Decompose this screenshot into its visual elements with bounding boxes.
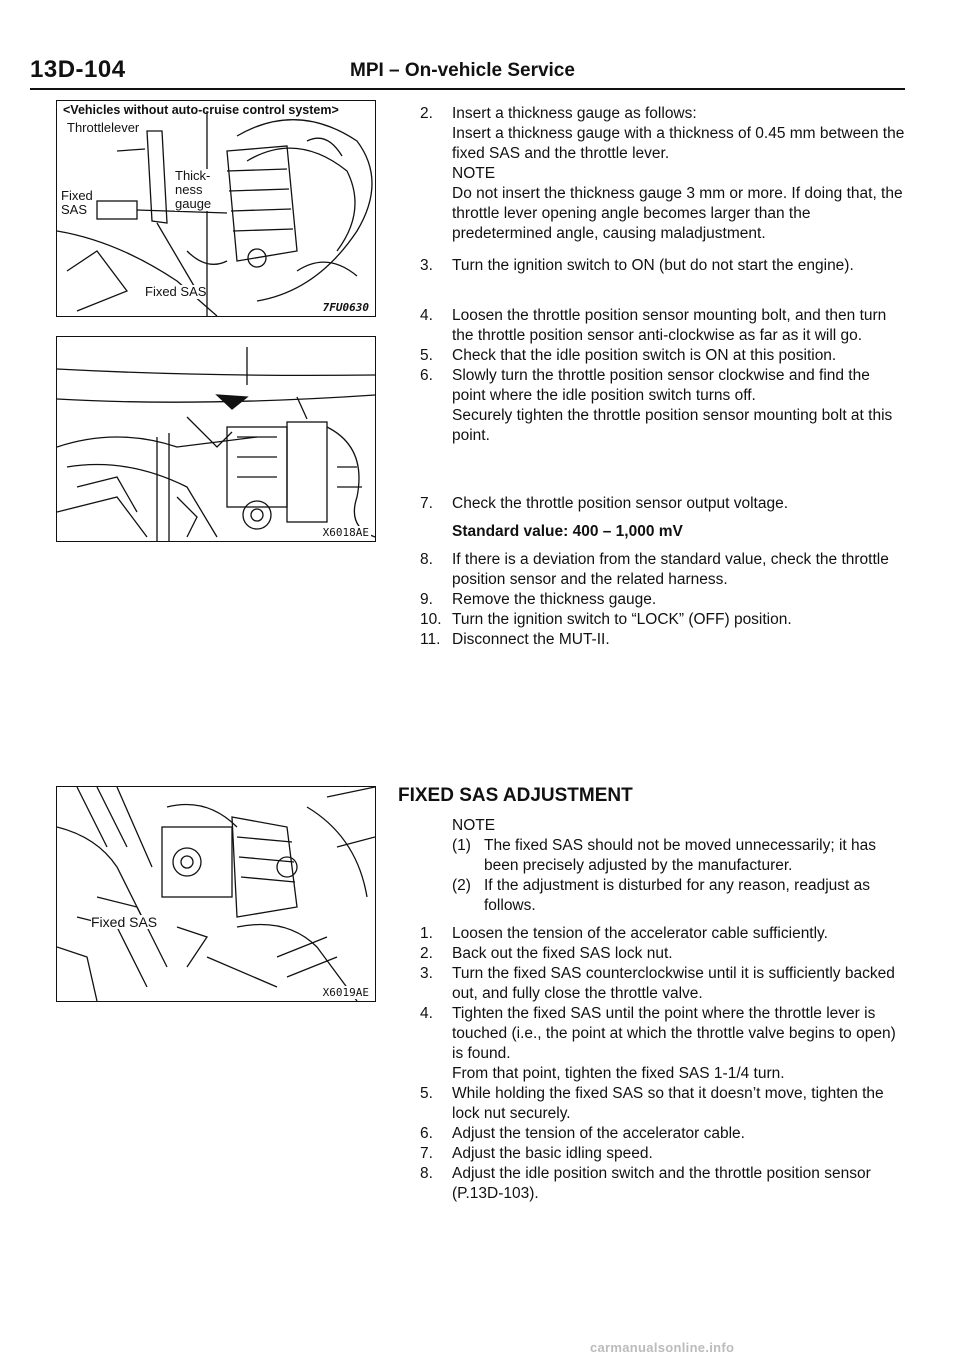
adj-step-8: 8. Adjust the idle position switch and the throttle position sensor (P.13D-103). xyxy=(420,1165,871,1202)
note: NOTE Do not insert the thickness gauge 3 mm or more. If doing that, the throttle lever opening angle becomes larger than the predetermined angle, causing maladjustment. xyxy=(452,165,903,242)
step-2: 2. Insert a thickness gauge as follows: Insert a thickness gauge with a thickness of 0.45 mm between the fixed SAS and the throttle lever. xyxy=(420,105,905,162)
page-number: 13D-104 xyxy=(30,56,126,83)
fixed-sas-label: Fixed SAS xyxy=(61,188,93,217)
adj-step-7: 7. Adjust the basic idling speed. xyxy=(420,1145,653,1162)
adj-step-6: 6. Adjust the tension of the accelerator cable. xyxy=(420,1125,745,1142)
figure-code: 7FU0630 xyxy=(322,301,369,314)
thickness-gauge-label: Thick- ness gauge xyxy=(175,168,212,211)
footer-watermark: carmanualsonline.info xyxy=(590,1340,735,1355)
note-1: (1) The fixed SAS should not be moved unnecessarily; it has been precisely adjusted by the manufacturer. xyxy=(452,837,877,874)
figure-fixed-sas xyxy=(56,786,376,1002)
page-title: MPI – On-vehicle Service xyxy=(350,60,575,81)
step-8: 8. If there is a deviation from the standard value, check the throttle position sensor and the related harness. xyxy=(420,551,889,588)
step-9: 9. Remove the thickness gauge. xyxy=(420,591,657,608)
figure-code: X6019AE xyxy=(322,986,369,999)
section-heading: FIXED SAS ADJUSTMENT xyxy=(398,785,633,806)
step-4: 4. Loosen the throttle position sensor mounting bolt, and then turn the throttle position sensor anti-clockwise as far as it will go. xyxy=(420,307,887,344)
standard-value: Standard value: 400 – 1,000 mV xyxy=(452,523,683,540)
fixed-sas-illustration xyxy=(57,787,375,1001)
note-label: NOTE xyxy=(452,817,496,834)
adj-step-3: 3. Turn the fixed SAS counterclockwise until it is sufficiently backed out, and fully close the throttle valve. xyxy=(420,965,895,1002)
step-5: 5. Check that the idle position switch is ON at this position. xyxy=(420,347,837,364)
throttle-lever-label: Throttlelever xyxy=(67,120,140,135)
figure-caption: <Vehicles without auto-cruise control system> xyxy=(63,103,339,117)
fixed-sas-label: Fixed SAS xyxy=(91,914,158,930)
figure-throttle-position-sensor xyxy=(56,336,376,542)
adj-step-1: 1. Loosen the tension of the accelerator cable sufficiently. xyxy=(420,925,828,942)
header-divider xyxy=(30,88,905,90)
step-6: 6. Slowly turn the throttle position sensor clockwise and find the point where the idle position switch turns off. Securely tighten the throttle position sensor mounting bolt at this point. xyxy=(420,367,893,444)
fixed-sas-adjustment-section xyxy=(398,785,905,1204)
step-10: 10. Turn the ignition switch to “LOCK” (OFF) position. xyxy=(420,611,792,628)
figure-code: X6018AE xyxy=(322,526,369,539)
note-2: (2) If the adjustment is disturbed for any reason, readjust as follows. xyxy=(452,877,870,914)
adj-step-2: 2. Back out the fixed SAS lock nut. xyxy=(420,945,673,962)
procedure-text-a xyxy=(420,104,905,650)
adj-step-5: 5. While holding the fixed SAS so that it doesn’t move, tighten the lock nut securely. xyxy=(420,1085,884,1122)
figure-throttle-lever xyxy=(56,100,376,317)
step-3: 3. Turn the ignition switch to ON (but do not start the engine). xyxy=(420,257,854,274)
adj-step-4: 4. Tighten the fixed SAS until the point where the throttle lever is touched (i.e., the point at which the throttle valve begins to open) is found. From that point, tighten the fixed SAS 1-1/4 turn. xyxy=(420,1005,896,1082)
throttle-position-sensor-illustration xyxy=(57,337,375,541)
step-11: 11. Disconnect the MUT-II. xyxy=(420,631,610,648)
fixed-sas-label-lower: Fixed SAS xyxy=(145,284,207,299)
step-7: 7. Check the throttle position sensor output voltage. xyxy=(420,495,789,512)
